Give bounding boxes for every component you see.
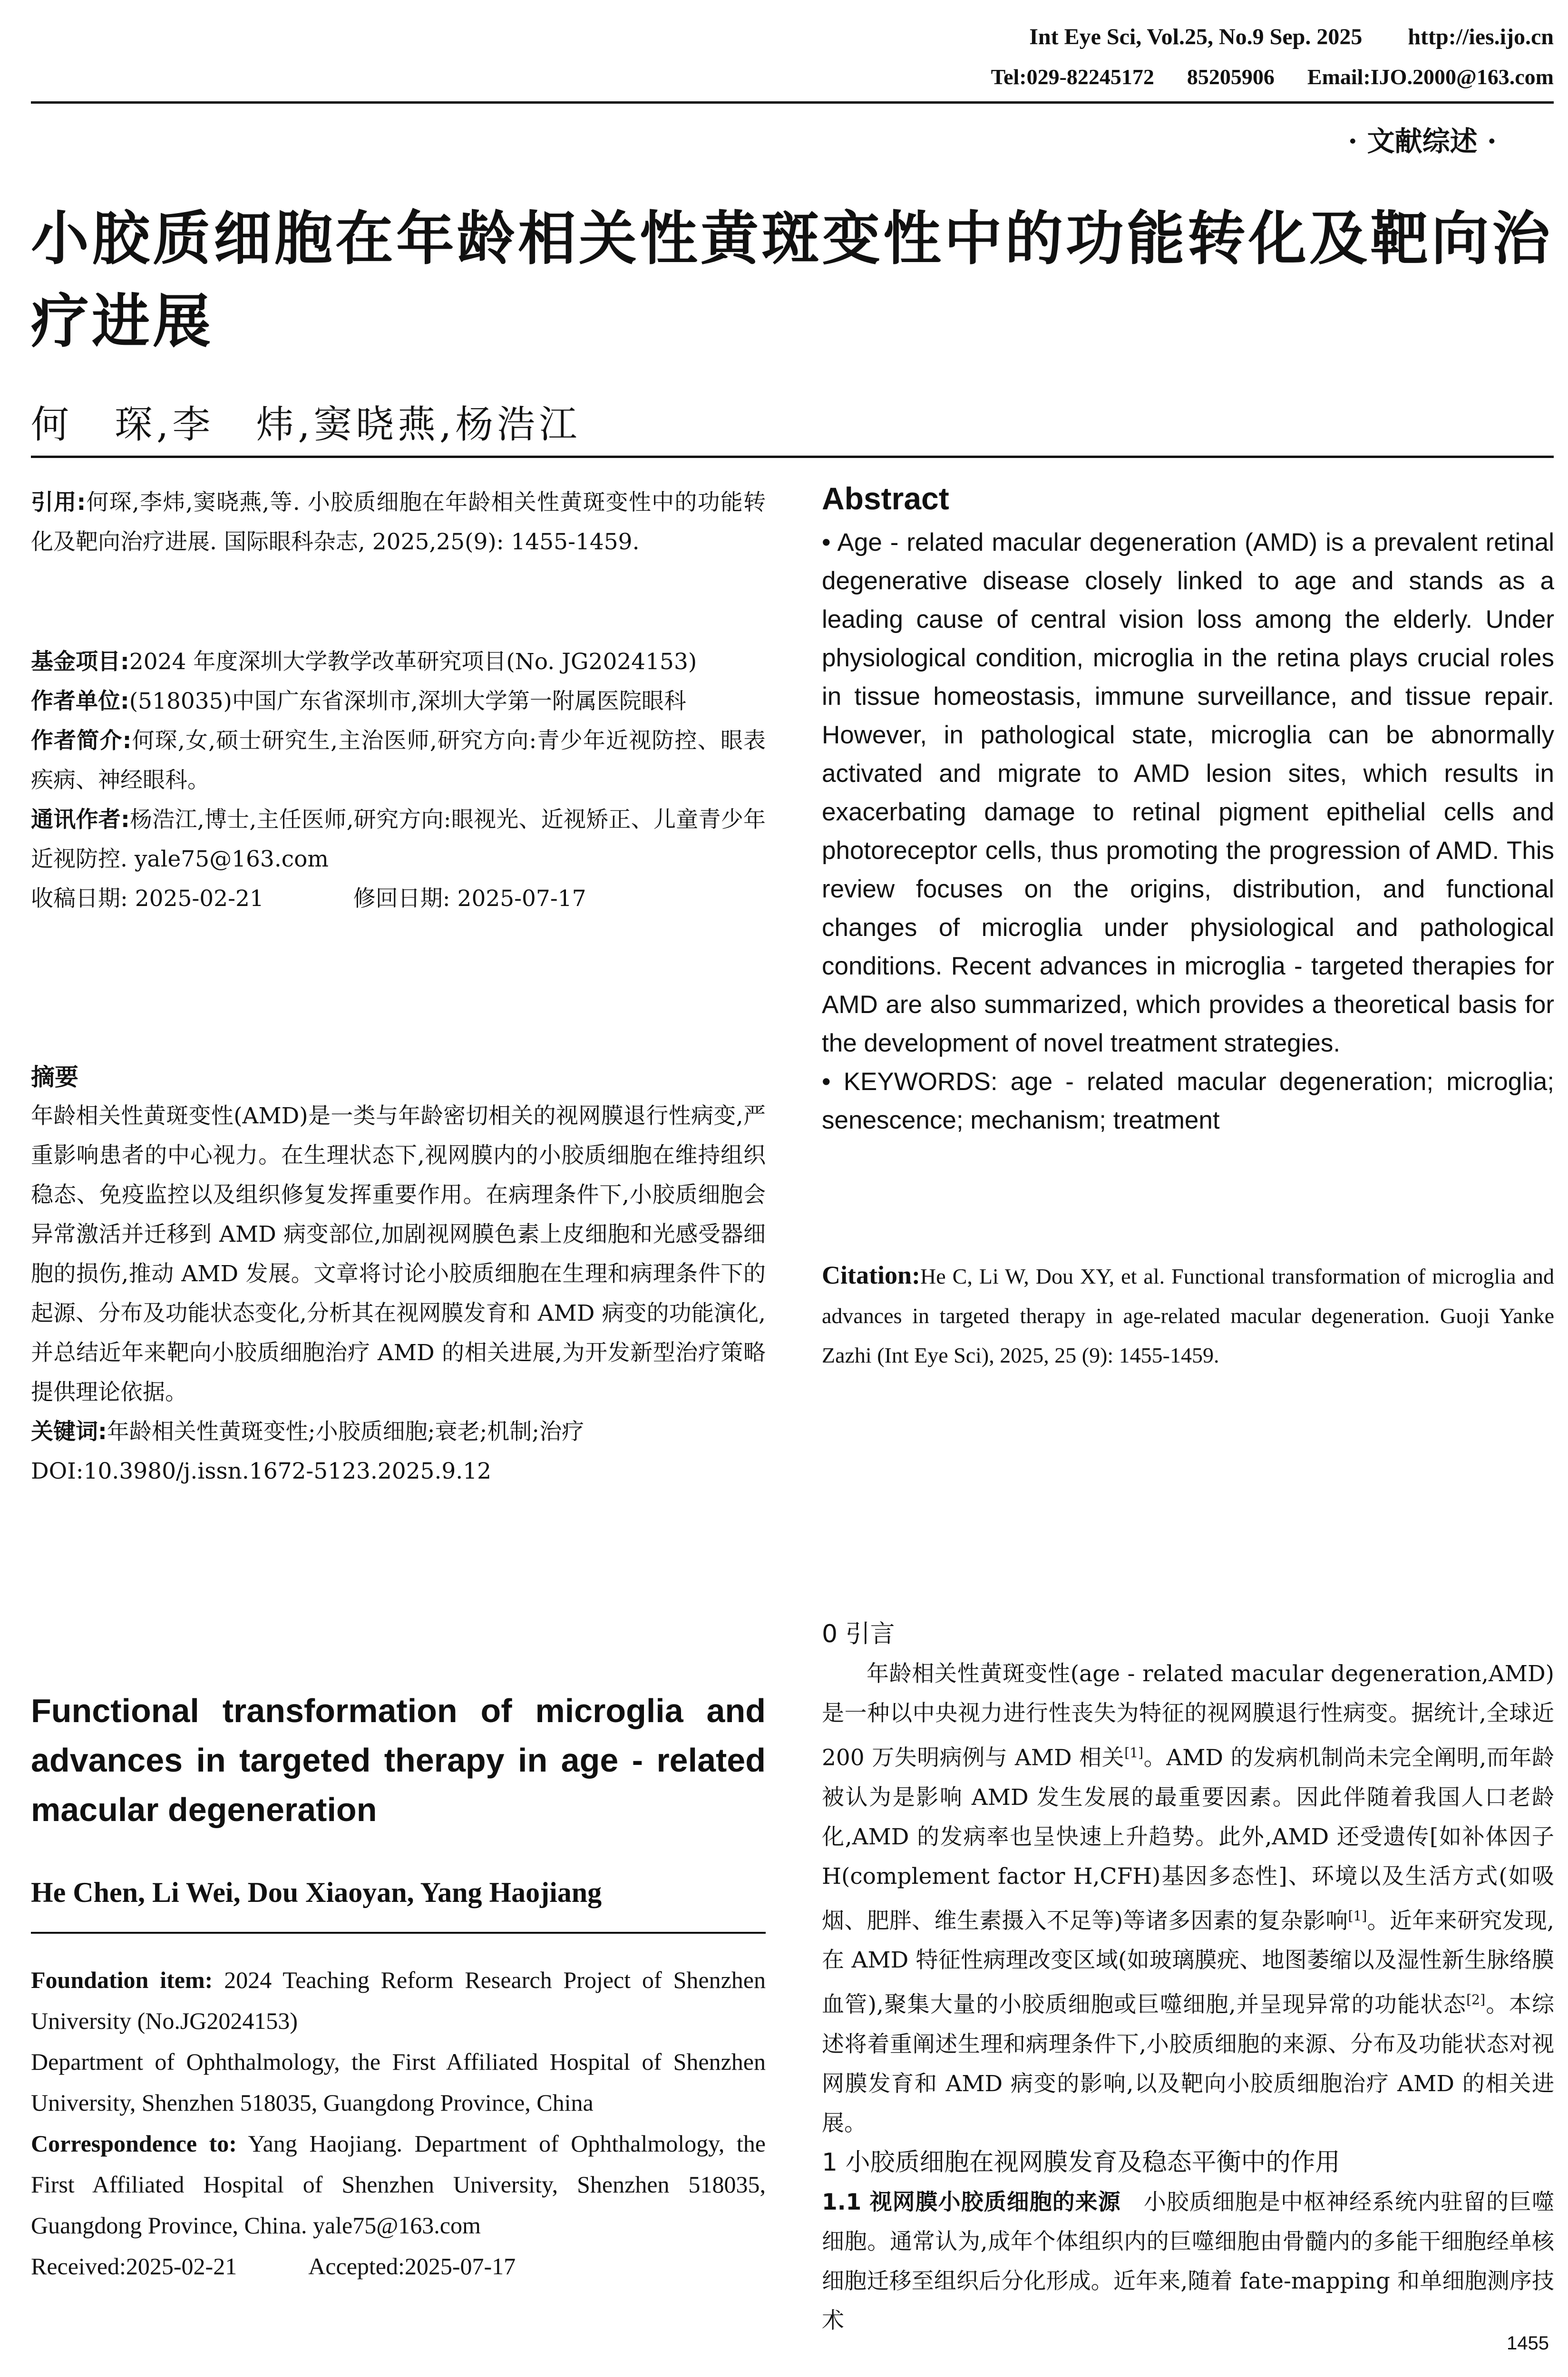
citation-ref: [2] — [1466, 1992, 1486, 2008]
received-en: Received:2025-02-21 — [31, 2253, 237, 2280]
unit-cn-label: 作者单位: — [31, 688, 129, 714]
journal-info: Int Eye Sci, Vol.25, No.9 Sep. 2025 — [1029, 24, 1363, 49]
keywords-en: • KEYWORDS: age - related macular degeneration; microglia; senescence; mechanism; treatment — [822, 1068, 1554, 1134]
english-authors-divider — [31, 1932, 766, 1934]
abstract-en-text: • Age - related macular degeneration (AMD) is a prevalent retinal degenerative disease closely linked to age and stands as a leading cause of central vision loss among the elderly. Under physiological condition, microglia in the retina plays crucial roles in tissue homeostasis, immune surveillance, and tissue repair. However, in pathological state, microglia can be abnormally activated and migrate to AMD lesion sites, which results in exacerbating damage to retinal pigment epithelial cells and photoreceptor cells, thus promoting the progression of AMD. This review focuses on the origins, distribution, and functional changes of microglia under physiological and pathological conditions. Recent advances in microglia - targeted therapies for AMD are also summarized, which provides a theoretical basis for the development of novel treatment strategies. — [822, 528, 1554, 1057]
article-title: 小胶质细胞在年龄相关性黄斑变性中的功能转化及靶向治疗进展 — [31, 205, 1553, 355]
abstract-cn — [31, 1058, 766, 1491]
bio-cn-label: 作者简介: — [31, 728, 132, 754]
intro-paragraph-2: 1.1 视网膜小胶质细胞的来源 小胶质细胞是中枢神经系统内驻留的巨噬细胞。通常认为,成年个体组织内的巨噬细胞由骨髓内的多能干细胞经单核细胞迁移至组织后分化形成。近年来,随着 fate-mapping 和单细胞测序技术 — [822, 2189, 1555, 2334]
citation-en — [822, 1256, 1554, 1375]
section-tag: · 文献综述 · — [1348, 125, 1497, 157]
journal-tel2: 85205906 — [1187, 65, 1275, 89]
abstract-en-heading: Abstract — [822, 481, 949, 516]
citation-ref: [1] — [1348, 1908, 1367, 1924]
english-title: Functional transformation of microglia and advances in targeted therapy in age - related macular degeneration — [31, 1692, 766, 1828]
english-authors: He Chen, Li Wei, Dou Xiaoyan, Yang Haojiang — [31, 1877, 602, 1908]
doi: DOI:10.3980/j.issn.1672-5123.2025.9.12 — [31, 1458, 492, 1484]
citation-cn — [31, 483, 766, 562]
journal-email: Email:IJO.2000@163.com — [1307, 65, 1554, 89]
abstract-en — [822, 480, 1554, 1140]
abstract-cn-text: 年龄相关性黄斑变性(AMD)是一类与年龄密切相关的视网膜退行性病变,严重影响患者的中心视力。在生理状态下,视网膜内的小胶质细胞在维持组织稳态、免疫监控以及组织修复发挥重要作用。在病理条件下,小胶质细胞会异常激活并迁移到 AMD 病变部位,加剧视网膜色素上皮细胞和光感受器细胞的损伤,推动 AMD 发展。文章将讨论小胶质细胞在生理和病理条件下的起源、分布及功能状态变化,分析其在视网膜发育和 AMD 病变的功能演化,并总结近年来靶向小胶质细胞治疗 AMD 的相关进展,为开发新型治疗策略提供理论依据。 — [31, 1103, 766, 1405]
journal-header — [1029, 24, 1554, 50]
header-divider — [31, 101, 1554, 104]
keywords-cn-label: 关键词: — [31, 1419, 107, 1445]
citation-en-label: Citation: — [822, 1261, 920, 1289]
accepted-en: Accepted:2025-07-17 — [308, 2253, 516, 2280]
citation-ref: [1] — [1124, 1745, 1144, 1761]
foundation-cn-label: 基金项目: — [31, 649, 129, 675]
corr-cn-text: 杨浩江,博士,主任医师,研究方向:眼视光、近视矫正、儿童青少年近视防控. yale75@163.com — [31, 807, 766, 872]
corr-en-label: Correspondence to: — [31, 2130, 237, 2157]
intro-paragraph-1: 年龄相关性黄斑变性(age - related macular degeneration,AMD)是一种以中央视力进行性丧失为特征的视网膜退行性病变。据统计,全球近 200 万失明病例与 AMD 相关[1]。AMD 的发病机制尚未完全阐明,而年龄被认为是影响 AMD 发生发展的最重要因素。因此伴随着我国人口老龄化,AMD 的发病率也呈快速上升趋势。此外,AMD 还受遗传[如补体因子 H(complement factor H,CFH)基因多态性]、环境以及生活方式(如吸烟、肥胖、维生素摄入不足等)等诸多因素的复杂影响[1]。近年来研究发现,在 AMD 特征性病理改变区域(如玻璃膜疣、地图萎缩以及湿性新生脉络膜血管),聚集大量的小胶质细胞或巨噬细胞,并呈现异常的功能状态[2]。本综述将着重阐述生理和病理条件下,小胶质细胞的来源、分布及功能状态对视网膜发育和 AMD 病变的影响,以及靶向小胶质细胞治疗 AMD 的相关进展。 — [822, 1661, 1555, 2136]
bio-cn-text: 何琛,女,硕士研究生,主治医师,研究方向:青少年近视防控、眼表疾病、神经眼科。 — [31, 728, 766, 793]
citation-cn-label: 引用: — [31, 489, 86, 516]
department-en: Department of Ophthalmology, the First Affiliated Hospital of Shenzhen University, Shenzhen 518035, Guangdong Province, China — [31, 2048, 766, 2116]
corr-cn-label: 通讯作者: — [31, 807, 130, 833]
foundation-en-label: Foundation item: — [31, 1967, 213, 1993]
keywords-cn-text: 年龄相关性黄斑变性;小胶质细胞;衰老;机制;治疗 — [107, 1419, 584, 1445]
foundation-en-text: 2024 Teaching Reform Research Project of Shenzhen University (No.JG2024153) — [31, 1967, 766, 2034]
introduction — [822, 1615, 1554, 2340]
section-1-heading: 1 小胶质细胞在视网膜发育及稳态平衡中的作用 — [822, 2148, 1340, 2177]
citation-cn-text: 何琛,李炜,窦晓燕,等. 小胶质细胞在年龄相关性黄斑变性中的功能转化及靶向治疗进展. 国际眼科杂志, 2025,25(9): 1455-1459. — [31, 489, 766, 555]
abstract-cn-heading: 摘要 — [31, 1063, 78, 1091]
unit-cn-text: (518035)中国广东省深圳市,深圳大学第一附属医院眼科 — [129, 688, 686, 714]
received-cn: 收稿日期: 2025-02-21 — [31, 886, 264, 912]
funding-info-cn — [31, 642, 766, 918]
citation-en-text: He C, Li W, Dou XY, et al. Functional transformation of microglia and advances in targeted therapy in age-related macular degeneration. Guoji Yanke Zazhi (Int Eye Sci), 2025, 25 (9): 1455-1459. — [822, 1264, 1554, 1367]
journal-contact — [991, 64, 1554, 89]
subsection-1-1-heading: 1.1 视网膜小胶质细胞的来源 — [822, 2189, 1121, 2215]
intro-heading: 0 引言 — [822, 1620, 895, 1648]
journal-tel: Tel:029-82245172 — [991, 65, 1154, 89]
authors-divider — [31, 456, 1554, 458]
foundation-cn-text: 2024 年度深圳大学教学改革研究项目(No. JG2024153) — [129, 649, 697, 675]
revised-cn: 修回日期: 2025-07-17 — [353, 886, 586, 912]
journal-url: http://ies.ijo.cn — [1408, 24, 1554, 49]
english-info — [31, 1959, 766, 2287]
article-authors: 何 琛,李 炜,窦晓燕,杨浩江 — [31, 402, 581, 447]
page-number: 1455 — [1507, 2333, 1549, 2354]
corr-en-text: Yang Haojiang. Department of Ophthalmology, the First Affiliated Hospital of Shenzhen University, Shenzhen 518035, Guangdong Province, China. yale75@163.com — [31, 2130, 766, 2239]
